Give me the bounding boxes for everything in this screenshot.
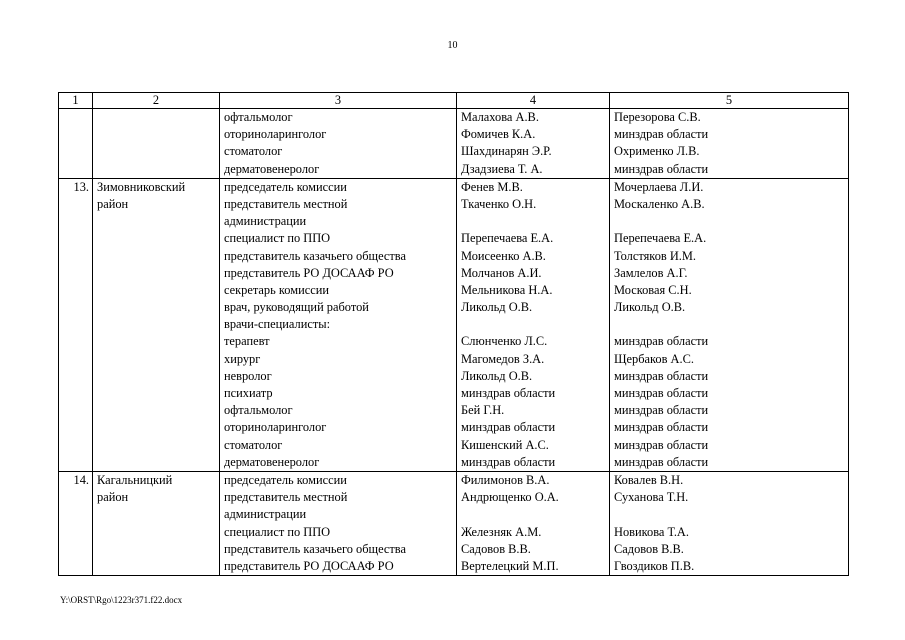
table-row [59, 471, 849, 575]
member-name-line: Вертелецкий М.П. [461, 558, 559, 573]
reserve-name-line: Садовов В.В. [614, 541, 684, 556]
member-name-line: Бей Г.Н. [461, 403, 505, 418]
table-body [59, 109, 849, 576]
reserve-name-line: минздрав области [614, 454, 709, 469]
role-cell [220, 178, 457, 471]
reserve-name-line: Мочерлаева Л.И. [614, 179, 704, 194]
column-header: 1 [59, 93, 93, 109]
role-line: представитель казачьего общества [224, 541, 406, 556]
role-cell [220, 471, 457, 575]
member-name-line: Кишенский А.С. [461, 437, 549, 452]
role-line: представитель местной [224, 490, 348, 505]
reserve-name-line: Суханова Т.Н. [614, 490, 689, 505]
member-name-line: минздрав области [461, 454, 556, 469]
reserve-name-line: Перезорова С.В. [614, 110, 701, 124]
member-name-line: Ликольд О.В. [461, 300, 533, 315]
reserve-name-line: Ковалев В.Н. [614, 472, 684, 487]
row-number-cell [59, 109, 93, 179]
role-line: представитель РО ДОСААФ РО [224, 558, 394, 573]
member-name-line: Слюнченко Л.С. [461, 334, 548, 349]
district-line: район [97, 490, 129, 505]
district-line: Кагальницкий [97, 472, 173, 487]
role-line: психиатр [224, 386, 273, 400]
reserve-name-cell [610, 471, 849, 575]
role-line: стоматолог [224, 144, 283, 159]
member-name-line: Дзадзиева Т. А. [461, 161, 543, 176]
role-line: секретарь комиссии [224, 282, 329, 297]
member-name-line: Моисеенко А.В. [461, 248, 546, 263]
member-name-line: Андрющенко О.А. [461, 490, 559, 505]
member-name-line: Садовов В.В. [461, 541, 531, 556]
role-line: офтальмолог [224, 403, 293, 418]
reserve-name-line [614, 506, 845, 523]
role-line: представитель казачьего общества [224, 248, 406, 263]
reserve-name-line: минздрав области [614, 127, 709, 142]
role-line: невролог [224, 368, 272, 383]
member-name-line: минздрав области [461, 420, 556, 435]
reserve-name-line: минздрав области [614, 420, 709, 435]
member-name-line [461, 213, 606, 230]
reserve-name-line: Ликольд О.В. [614, 300, 686, 315]
district-line: Зимовниковский [97, 179, 186, 194]
reserve-name-line: Новикова Т.А. [614, 524, 689, 539]
reserve-name-line: Щербаков А.С. [614, 351, 694, 366]
member-name-line: Молчанов А.И. [461, 265, 542, 280]
member-name-line [461, 506, 606, 523]
member-name-line: Филимонов В.А. [461, 472, 550, 487]
member-name-line: Ликольд О.В. [461, 368, 533, 383]
member-name-line: Магомедов З.А. [461, 351, 545, 366]
commission-table [58, 92, 849, 576]
role-line: администрации [224, 214, 307, 229]
reserve-name-line: Московая С.Н. [614, 282, 692, 297]
member-name-cell [457, 178, 610, 471]
reserve-name-cell [610, 109, 849, 179]
member-name-line: Ткаченко О.Н. [461, 196, 537, 211]
row-number-cell [59, 178, 93, 471]
role-line: дерматовенеролог [224, 454, 320, 469]
member-name-line [461, 316, 606, 333]
member-name-cell [457, 109, 610, 179]
role-line: председатель комиссии [224, 472, 347, 487]
reserve-name-line: минздрав области [614, 403, 709, 418]
reserve-name-line: Перепечаева Е.А. [614, 231, 707, 246]
member-name-line: Железняк А.М. [461, 524, 542, 539]
member-name-line: Мельникова Н.А. [461, 282, 553, 297]
role-line: специалист по ППО [224, 231, 331, 246]
column-header: 2 [93, 93, 220, 109]
district-cell [93, 178, 220, 471]
role-line: председатель комиссии [224, 179, 347, 194]
reserve-name-line: минздрав области [614, 386, 709, 400]
role-line: стоматолог [224, 437, 283, 452]
role-line: врач, руководящий работой [224, 300, 369, 315]
row-number [63, 109, 89, 126]
member-name-line: Фомичев К.А. [461, 127, 536, 142]
role-line: оториноларинголог [224, 420, 327, 435]
table-row [59, 178, 849, 471]
role-line: терапевт [224, 334, 270, 349]
district-line: район [97, 196, 129, 211]
reserve-name-cell [610, 178, 849, 471]
page-number: 10 [447, 40, 458, 51]
reserve-name-line: Замлелов А.Г. [614, 265, 688, 280]
role-line: дерматовенеролог [224, 161, 320, 176]
role-line: специалист по ППО [224, 524, 331, 539]
member-name-cell [457, 471, 610, 575]
column-header: 5 [610, 93, 849, 109]
member-name-line: Шахдинарян Э.Р. [461, 144, 552, 159]
role-line: врачи-специалисты: [224, 317, 331, 332]
reserve-name-line [614, 316, 845, 333]
reserve-name-line: минздрав области [614, 161, 709, 176]
member-name-line: Малахова А.В. [461, 110, 539, 124]
column-header: 4 [457, 93, 610, 109]
reserve-name-line: Гвоздиков П.В. [614, 558, 695, 573]
role-line: оториноларинголог [224, 127, 327, 142]
district-cell [93, 471, 220, 575]
role-line: офтальмолог [224, 110, 293, 124]
role-line: хирург [224, 351, 261, 366]
row-number-cell [59, 471, 93, 575]
reserve-name-line: Москаленко А.В. [614, 196, 705, 211]
member-name-line: Перепечаева Е.А. [461, 231, 554, 246]
table-header-row [59, 93, 849, 109]
table-row [59, 109, 849, 179]
reserve-name-line: минздрав области [614, 368, 709, 383]
reserve-name-line: Толстяков И.М. [614, 248, 696, 263]
member-name-line: Фенев М.В. [461, 179, 523, 194]
column-header: 3 [220, 93, 457, 109]
role-line: администрации [224, 507, 307, 522]
reserve-name-line: минздрав области [614, 437, 709, 452]
reserve-name-line [614, 213, 845, 230]
member-name-line: минздрав области [461, 386, 556, 400]
row-number: 13. [73, 179, 89, 194]
footer-file-path: Y:\ORST\Rgo\1223r371.f22.docx [60, 595, 183, 605]
district-cell [93, 109, 220, 179]
role-line: представитель местной [224, 196, 348, 211]
role-cell [220, 109, 457, 179]
role-line: представитель РО ДОСААФ РО [224, 265, 394, 280]
reserve-name-line: минздрав области [614, 334, 709, 349]
row-number: 14. [73, 472, 89, 487]
reserve-name-line: Охрименко Л.В. [614, 144, 700, 159]
